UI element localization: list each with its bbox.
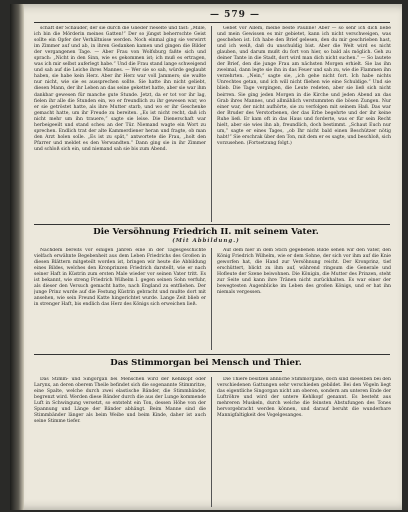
title-underline (130, 371, 282, 372)
page-number: — 579 — (210, 10, 261, 20)
section-rule (34, 224, 390, 225)
story-column-left (34, 26, 206, 222)
article2-column-left (34, 377, 206, 507)
newspaper-page (10, 4, 402, 510)
article1-column-right (217, 248, 391, 350)
article2-column-right (217, 377, 391, 507)
article-title: Das Stimmorgan bei Mensch und Thier. (110, 358, 302, 368)
story-column-right (217, 26, 391, 222)
article2-text-left: Das Stimm- und Singorgan bei Menschen wird der Kehlkopf oder Larynx, an deren oberem Theile befindet sich die sogenannte Stimmritze, eine Spalte, welche durch zwei elastische Bänder, die Stimmbänder, begrenzt wird. Werden diese Bänder durch die aus der Lunge kommende Luft in Schwingung versetzt, so entsteht ein Ton, dessen Höhe von der Spannung und Länge der Bänder abhängt. Beim Manne sind die Stimmbänder länger als beim Weibe und beim Kinde, daher ist auch seine Stimme tiefer. (34, 377, 206, 425)
column-divider (211, 377, 212, 507)
article-subtitle: (Mit Abbildung.) (172, 238, 240, 244)
column-divider (211, 248, 212, 350)
article-title: Die Versöhnung Friedrich II. mit seinem Vater. (93, 227, 319, 237)
story-text-right: Gebet vor Allem, meine beste Pauline! Aber — so sehr ich dich liebe und mein Gewissen es mir gebietet, kann ich nicht verschweigen, was geschehen ist. Ich habe den Brief gelesen, den du mir geschrieben hast, und ich weiß, daß du unschuldig bist. Aber die Welt wird es nicht glauben, und darum mußt du fort von hier, so bald als möglich. Geh zu deiner Tante in die Stadt, dort wird man dich nicht suchen.“ — So lautete der Brief, den die junge Frau am nächsten Morgen erhielt. Sie las ihn zweimal, dann legte sie ihn in das Feuer und sah zu, wie die Flammen ihn verzehrten. „Nein,“ sagte sie, „ich gehe nicht fort. Ich habe nichts Unrechtes getan, und ich will nicht fliehen wie eine Schuldige.“ Und sie blieb. Die Tage vergingen, die Leute redeten, aber sie ließ sich nicht beirren. Sie ging jeden Morgen in die Kirche und jeden Abend an das Grab ihres Mannes, und allmählich verstummten die bösen Zungen. Nur einer war, der nicht aufhörte, sie zu verfolgen mit seinem Haß. Das war der Bruder des Verstorbenen, der das Erbe begehrte und der ihr keine Ruhe ließ. Er kam oft in das Haus und forderte, was er für sein Recht hielt, aber sie wies ihn ab, freundlich, doch bestimmt. „Schaut Euch nur um,“ sagte er eines Tages, „ob Ihr nicht bald einen Beschützer nötig habt!“ Sie erschrak über den Ton, mit dem er es sagte, und beschloß, sich vorzusehen. (Fortsetzung folgt.) (217, 26, 391, 146)
book-binding (10, 4, 24, 510)
article2-text-right: Die Thiere besitzen ähnliche Stimmorgane, doch sind dieselben bei den verschiedenen Gattungen sehr verschieden gebildet. Bei den Vögeln liegt das eigentliche Singorgan nicht am oberen, sondern am unteren Ende der Luftröhre und wird der untere Kehlkopf genannt. Es besteht aus mehreren Muskeln, durch welche die feinsten Abstufungen des Tones hervorgebracht werden können, und darauf beruht die wunderbare Mannigfaltigkeit des Vogelgesanges. (217, 377, 391, 419)
section-rule (34, 354, 390, 355)
article1-text-left: Nachdem bereits vor einigen Jahren eine in der Tagesgeschichte vielfach erwähnte Begebenheit aus dem Leben Friedrichs des Großen in diesen Blättern mitgeteilt worden ist, bringen wir heute die Abbildung eines Bildes, welches den Kronprinzen Friedrich darstellt, wie er nach seiner Haft in Küstrin zum ersten Male wieder vor seinen Vater tritt. Es ist bekannt, wie streng Friedrich Wilhelm I. gegen seinen Sohn verfuhr, als dieser den Versuch gemacht hatte, nach England zu entfliehen. Der junge Prinz wurde auf die Festung Küstrin gebracht und mußte dort mit ansehen, wie sein Freund Katte hingerichtet wurde. Lange Zeit blieb er in strenger Haft, bis endlich das Herz des Königs sich erweichen ließ. (34, 248, 206, 308)
story-text-left: schaft der Schauder, der sie durch die Glieder rieselte und fast: „Mille, ich bin die Mörderin meines Gatten!“ Der so jüngst beherrschte Geist sollte ein Opfer der Verhältnisse werden. Noch einmal ging sie verwirrt im Zimmer auf und ab, in ihren Gedanken kamen und gingen die Bilder der vergangenen Tage. — Aber Frau von Wolfsburg faßte sich und sprach: „Nicht in den Sinn, wie es gekommen ist; ich muß es ertragen, was ich mir selbst auferlegt habe.“ Und die Frau stand lange schweigend und sah auf die Leiche ihres Mannes. — Wer sie so sah, würde geglaubt haben, sie habe kein Herz. Aber ihr Herz war voll Jammers; sie wußte nur nicht, wie sie es aussprechen sollte. Sie hatte ihn nicht geliebt, diesen Mann, der ihr Leben an das seine gekettet hatte, aber sie war ihm dankbar gewesen für manche gute Stunde. Jetzt, da er tot vor ihr lag, fielen ihr alle die Stunden ein, wo er freundlich zu ihr gewesen war, wo er sie getröstet hatte, als ihre Mutter starb, und wo er ihr Geschenke gemacht hatte, um ihr Freude zu bereiten. „Es ist nicht recht, daß ich nicht mehr um ihn trauere,“ sagte sie leise. Die Dienerschaft war herbeigeeilt und stand scheu an der Tür. Niemand wagte ein Wort zu sprechen. Endlich trat der alte Kammerdiener heran und fragte, ob man den Arzt holen solle. „Es ist zu spät,“ antwortete die Frau, „holt den Pfarrer und meldet es den Verwandten.“ Dann ging sie in ihr Zimmer und schloß sich ein, und niemand sah sie bis zum Abend. (34, 26, 206, 152)
header-rule (34, 22, 390, 23)
column-divider (211, 26, 212, 222)
article1-column-left (34, 248, 206, 350)
article1-text-right: Auf dem hier in dem Stich gegebenen Bilde sehen wir den Vater, den König Friedrich Wilhelm, wie er dem Sohne, der sich vor ihm auf die Knie geworfen hat, die Hand zur Versöhnung reicht. Der Kronprinz, tief erschüttert, blickt zu ihm auf, während ringsum die Generale und Hofleute der Szene beiwohnen. Die Königin, die Mutter des Prinzen, steht zur Seite und kann ihre Tränen nicht zurückhalten. Es war einer der bewegtesten Augenblicke im Leben des großen Königs, und er hat ihn niemals vergessen. (217, 248, 391, 296)
